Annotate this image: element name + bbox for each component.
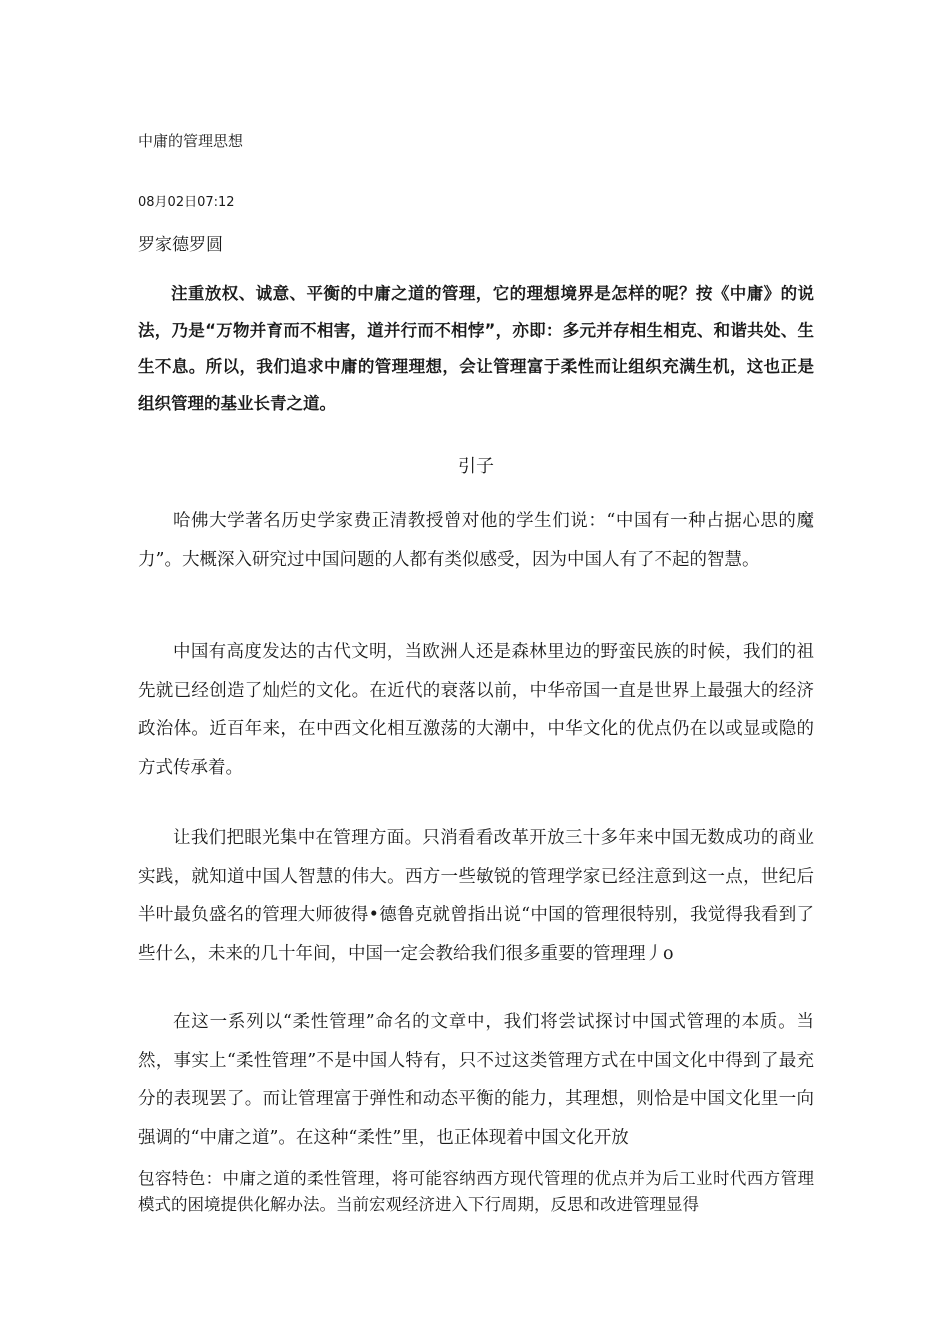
abstract-paragraph: 注重放权、诚意、平衡的中庸之道的管理，它的理想境界是怎样的呢？按《中庸》的说法，乃是“万物并育而不相害，道并行而不相悖”，亦即：多元并存相生相克、和谐共处、生生不息。所以，我们追求中庸的管理理想，会让管理富于柔性而让组织充满生机，这也正是组织管理的基业长青之道。	[138, 284, 814, 413]
body-paragraph: 在这一系列以“柔性管理”命名的文章中，我们将尝试探讨中国式管理的本质。当然，事实上“柔性管理”不是中国人特有，只不过这类管理方式在中国文化中得到了最充分的表现罢了。而让管理富于弹性和动态平衡的能力，其理想，则恰是中国文化里一向强调的“中庸之道”。在这种“柔性”里，也正体现着中国文化开放	[138, 1012, 814, 1148]
body-paragraph: 哈佛大学著名历史学家费正清教授曾对他的学生们说：“中国有一种占据心思的魔力”。大概深入研究过中国问题的人都有类似感受，因为中国人有了不起的智慧。	[138, 511, 814, 570]
article-title: 中庸的管理思想	[138, 132, 244, 150]
section-heading: 引子	[458, 456, 494, 477]
body-paragraph-continued: 包容特色：中庸之道的柔性管理，将可能容纳西方现代管理的优点并为后工业时代西方管理模式的困境提供化解办法。当前宏观经济进入下行周期，反思和改进管理显得	[138, 1169, 814, 1214]
body-paragraph: 让我们把眼光集中在管理方面。只消看看改革开放三十多年来中国无数成功的商业实践，就知道中国人智慧的伟大。西方一些敏锐的管理学家已经注意到这一点，世纪后半叶最负盛名的管理大师彼得•德鲁克就曾指出说“中国的管理很特别，我觉得我看到了些什么，未来的几十年间，中国一定会教给我们很多重要的管理理丿o	[138, 828, 814, 964]
body-paragraph: 中国有高度发达的古代文明，当欧洲人还是森林里边的野蛮民族的时候，我们的祖先就已经创造了灿烂的文化。在近代的衰落以前，中华帝国一直是世界上最强大的经济政治体。近百年来，在中西文化相互激荡的大潮中，中华文化的优点仍在以或显或隐的方式传承着。	[138, 642, 814, 778]
author-line: 罗家德罗圆	[138, 235, 223, 255]
publish-date: 08月02日07:12	[138, 195, 235, 210]
